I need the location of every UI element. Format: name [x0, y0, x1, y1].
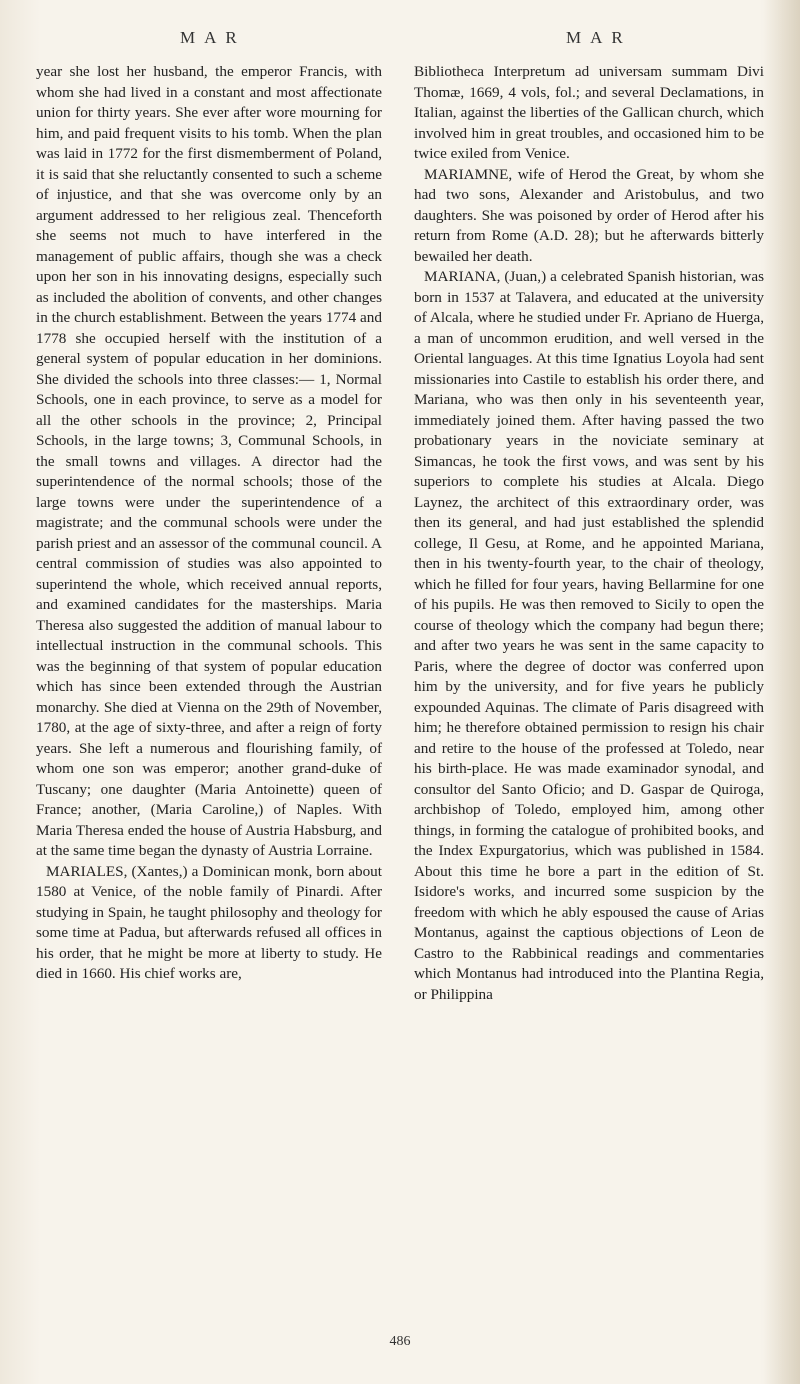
paragraph-mariales-continued: Bibliotheca Interpretum ad universam summam Divi Thomæ, 1669, 4 vols, fol.; and several Declamations, in Italian, against the liberties of the Gallican church, which involved him in great troubles, and occasioned him to be twice exiled from Venice.: [414, 63, 764, 162]
page-number: 486: [389, 1334, 411, 1349]
right-column: [414, 62, 764, 1005]
left-column: [36, 62, 382, 985]
entry-mariana: MARIANA, (Juan,) a celebrated Spanish historian, was born in 1537 at Talavera, and educated at the university of Alcala, where he studied under Fr. Apriano de Huerga, a man of uncommon erudition, and well versed in the Oriental languages. At this time Ignatius Loyola had sent missionaries into Castile to establish his order there, and Mariana, who was then only in his seventeenth year, immediately joined them. After having passed the two probationary years in the noviciate seminary at Simancas, he took the first vows, and was sent by his superiors to complete his studies at Alcala. Diego Laynez, the architect of this extraordinary order, was then its general, and had just established the splendid college, Il Gesu, at Rome, and he appointed Mariana, then in his twenty-fourth year, to the chair of theology, which he filled for four years, having Bellarmine for one of his pupils. He was then removed to Sicily to open the course of theology which the company had begun there; and after two years he was sent in the same capacity to Paris, where the degree of doctor was conferred upon him by the university, and for five years he publicly expounded Aquinas. The climate of Paris disagreed with him; he therefore obtained permission to resign his chair and retire to the house of the professed at Toledo, near his birth-place. He was made examinador synodal, and consultor del Santo Oficio; and D. Gaspar de Quiroga, archbishop of Toledo, employed him, among other things, in forming the catalogue of prohibited books, and the Index Expurgatorius, which was published in 1584. About this time he bore a part in the edition of St. Isidore's works, and incurred some suspicion by the freedom with which he ably espoused the cause of Arias Montanus, against the captious objections of Leon de Castro to the Rabbinical readings and commentaries which Montanus had introduced into the Plantina Regia, or Philippina: [414, 268, 764, 1003]
entry-mariales: MARIALES, (Xantes,) a Dominican monk, born about 1580 at Venice, of the noble family of Pinardi. After studying in Spain, he taught philosophy and theology for some time at Padua, but afterwards refused all offices in his order, that he might be more at liberty to study. He died in 1660. His chief works are,: [36, 862, 382, 982]
page-edge-shadow: [764, 0, 800, 1384]
running-header-left: MAR: [180, 28, 246, 47]
running-header-right: MAR: [566, 28, 632, 47]
entry-mariamne: MARIAMNE, wife of Herod the Great, by whom she had two sons, Alexander and Aristobulus, and two daughters. She was poisoned by order of Herod after his return from Rome (A.D. 28); but he afterwards bitterly bewailed her death.: [414, 165, 764, 265]
paragraph-maria-theresa: year she lost her husband, the emperor Francis, with whom she had lived in a constant and most affectionate union for thirty years. She ever after wore mourning for him, and paid frequent visits to his tomb. When the plan was laid in 1772 for the first dismemberment of Poland, it is said that she reluctantly consented to such a scheme of injustice, and that she was overcome only by an argument addressed to her religious zeal. Thenceforth she seems not much to have interfered in the management of public affairs, though she was a check upon her son in his innovating designs, especially such as included the abolition of convents, and other changes in the church establishment. Between the years 1774 and 1778 she occupied herself with the institution of a general system of popular education in her dominions. She divided the schools into three classes:— 1, Normal Schools, one in each province, to serve as a model for all the other schools in the province; 2, Principal Schools, in the large towns; 3, Communal Schools, in the small towns and villages. A director had the superintendence of the normal schools; those of the large towns were under the superintendence of a magistrate; and the communal schools were under the parish priest and an assessor of the communal council. A central commission of studies was also appointed to superintend the whole, which received annual reports, and examined candidates for the masterships. Maria Theresa also suggested the addition of manual labour to intellectual instruction in the communal schools. This was the beginning of that system of popular education which has since been extended through the Austrian monarchy. She died at Vienna on the 29th of November, 1780, at the age of sixty-three, and after a reign of forty years. She left a numerous and flourishing family, of whom one son was emperor; another grand-duke of Tuscany; one daughter (Maria Antoinette) queen of France; another, (Maria Caroline,) of Naples. With Maria Theresa ended the house of Austria Habsburg, and at the same time began the dynasty of Austria Lorraine.: [36, 63, 382, 859]
